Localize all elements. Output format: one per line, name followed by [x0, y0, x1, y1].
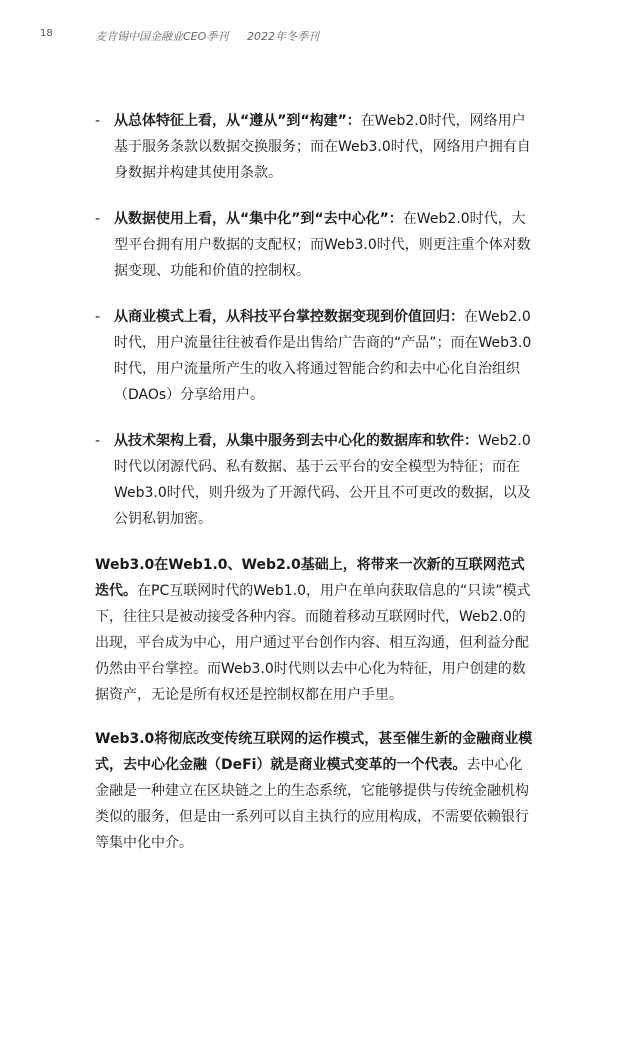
bullet-text: 在Web2.0时代，用户流量往往被看作是出售给广告商的“产品”；而在Web3.0时代，用户流量所产生的收入将通过智能合约和去中心化自治组织（DAOs）分享给用户。 [114, 309, 532, 403]
bullet-heading: 从数据使用上看，从“集中化”到“去中心化”： [114, 211, 403, 227]
bullet-text: Web2.0时代以闭源代码、私有数据、基于云平台的安全模型为特征；而在Web3.0时代，则升级为了开源代码、公开且不可更改的数据，以及公钥私钥加密。 [114, 433, 531, 527]
paragraph-lead: Web3.0将彻底改变传统互联网的运作模式，甚至催生新的金融商业模式，去中心化金融（DeFi）就是商业模式变革的一个代表。 [95, 731, 533, 773]
bullet-dash: - [95, 309, 101, 325]
publication-title: 麦肯锡中国金融业CEO季刊 [95, 30, 229, 43]
paragraph [95, 552, 535, 708]
list-item [95, 304, 535, 408]
bullet-text: 在Web2.0时代，大型平台拥有用户数据的支配权；而Web3.0时代，则更注重个体对数据变现、功能和价值的控制权。 [114, 211, 531, 279]
bullet-dash: - [95, 113, 101, 129]
bullet-heading: 从总体特征上看，从“遵从”到“构建”： [114, 113, 361, 129]
bullet-heading: 从商业模式上看，从科技平台掌控数据变现到价值回归： [114, 309, 464, 325]
paragraph [95, 726, 535, 856]
page-header [40, 28, 584, 44]
paragraph-text: 在PC互联网时代的Web1.0，用户在单向获取信息的“只读”模式下，往往只是被动接受各种内容。而随着移动互联网时代，Web2.0的出现，平台成为中心，用户通过平台创作内容、相互沟通，但利益分配仍然由平台掌控。而Web3.0时代则以去中心化为特征，用户创建的数据资产，无论是所有权还是控制权都在用户手里。 [95, 583, 531, 703]
bullet-text: 在Web2.0时代，网络用户基于服务条款以数据交换服务；而在Web3.0时代，网络用户拥有自身数据并构建其使用条款。 [114, 113, 531, 181]
list-item [95, 428, 535, 532]
list-item [95, 206, 535, 284]
page-number: 18 [40, 28, 53, 39]
bullet-heading: 从技术架构上看，从集中服务到去中心化的数据库和软件： [114, 433, 478, 449]
list-item [95, 108, 535, 186]
bullet-dash: - [95, 433, 101, 449]
paragraph-lead: Web3.0在Web1.0、Web2.0基础上，将带来一次新的互联网范式迭代。 [95, 557, 525, 599]
issue-season: 2022年冬季刊 [247, 30, 319, 43]
article-body [95, 108, 535, 874]
paragraph-text: 去中心化金融是一种建立在区块链之上的生态系统，它能够提供与传统金融机构类似的服务，但是由一系列可以自主执行的应用构成，不需要依赖银行等集中化中介。 [95, 757, 529, 851]
bullet-dash: - [95, 211, 101, 227]
